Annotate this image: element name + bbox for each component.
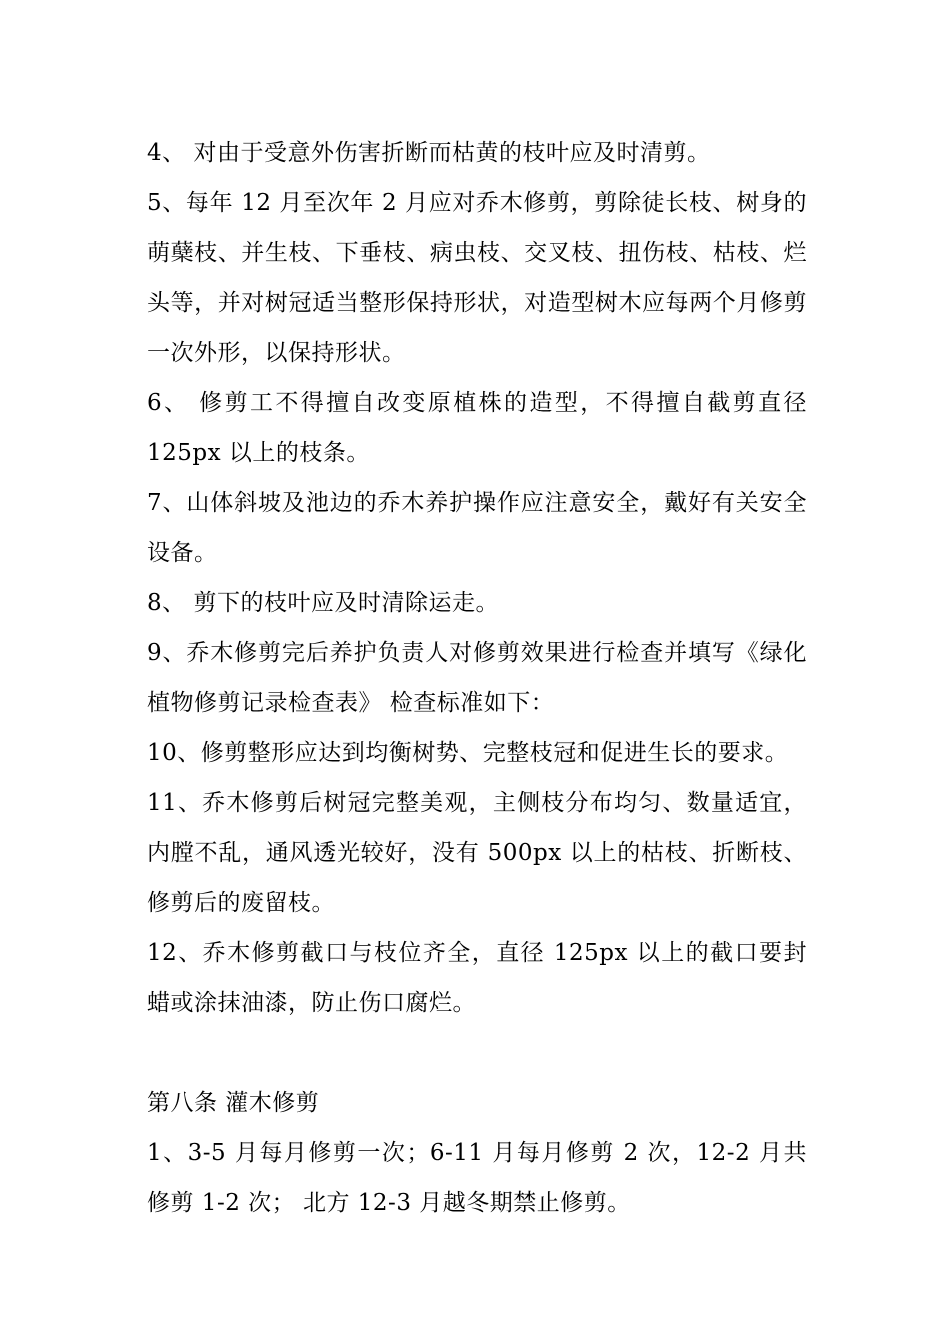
paragraph-item-6: 6、 修剪工不得擅自改变原植株的造型，不得擅自截剪直径 125px 以上的枝条。 — [147, 390, 807, 466]
section-spacer — [147, 1028, 807, 1078]
paragraph-item-5: 5、每年 12 月至次年 2 月应对乔木修剪，剪除徒长枝、树身的萌蘖枝、并生枝、下垂枝、病虫枝、交叉枝、扭伤枝、枯枝、烂头等，并对树冠适当整形保持形状，对造型树木应每两个月修剪一次外形，以保持形状。 — [147, 190, 807, 366]
paragraph-item-12: 12、乔木修剪截口与枝位齐全，直径 125px 以上的截口要封蜡或涂抹油漆，防止伤口腐烂。 — [147, 940, 807, 1016]
section-heading: 第八条 灌木修剪 — [147, 1090, 320, 1116]
paragraph-item-8: 8、 剪下的枝叶应及时清除运走。 — [147, 590, 499, 616]
paragraph-item-9: 9、乔木修剪完后养护负责人对修剪效果进行检查并填写《绿化植物修剪记录检查表》 检查标准如下： — [147, 640, 807, 716]
paragraph-shrub-1: 1、3-5 月每月修剪一次；6-11 月每月修剪 2 次，12-2 月共修剪 1-2 次； 北方 12-3 月越冬期禁止修剪。 — [147, 1140, 807, 1216]
paragraph-item-11: 11、乔木修剪后树冠完整美观，主侧枝分布均匀、数量适宜，内膛不乱，通风透光较好，没有 500px 以上的枯枝、折断枝、修剪后的废留枝。 — [147, 790, 807, 916]
paragraph-item-4: 4、 对由于受意外伤害折断而枯黄的枝叶应及时清剪。 — [147, 140, 711, 166]
document-page — [147, 128, 807, 1228]
paragraph-item-10: 10、修剪整形应达到均衡树势、完整枝冠和促进生长的要求。 — [147, 740, 789, 766]
paragraph-item-7: 7、山体斜坡及池边的乔木养护操作应注意安全，戴好有关安全设备。 — [147, 490, 807, 566]
